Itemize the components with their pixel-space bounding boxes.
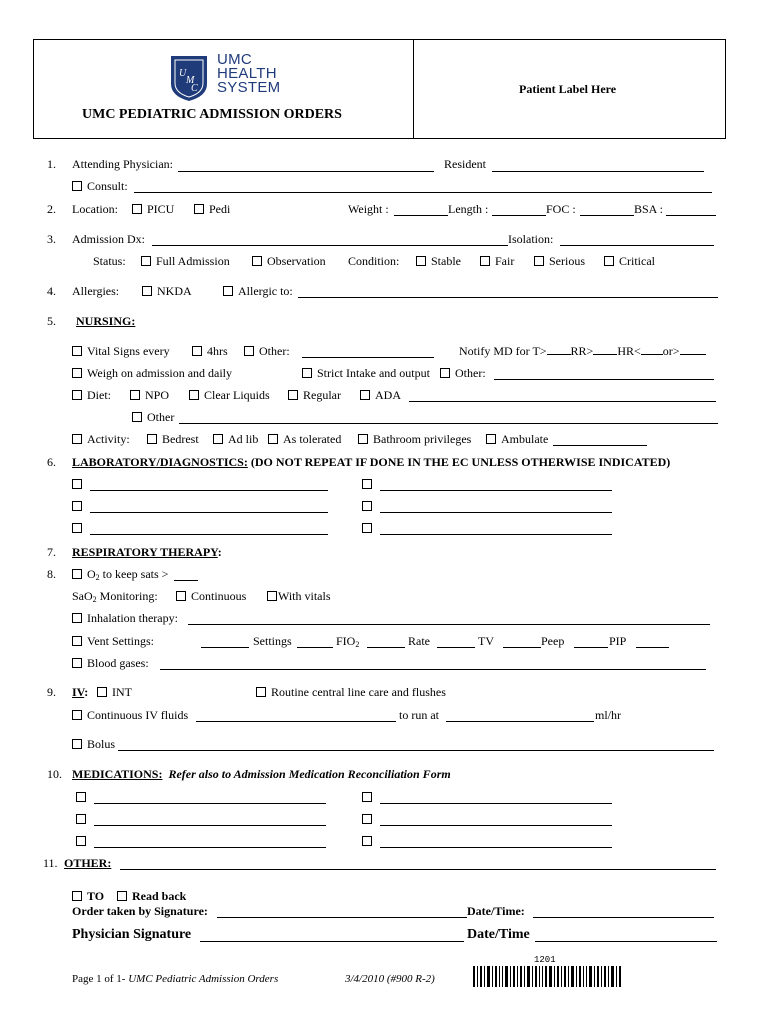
diet-checkbox[interactable] bbox=[72, 390, 82, 400]
location-label: Location: bbox=[72, 202, 118, 216]
full-admission-option bbox=[141, 254, 230, 269]
serious-option bbox=[534, 254, 585, 269]
ada-checkbox[interactable] bbox=[360, 390, 370, 400]
consult-label: Consult: bbox=[87, 179, 128, 193]
npo-label: NPO bbox=[145, 388, 170, 402]
sao2-label-rest: Monitoring: bbox=[96, 589, 158, 603]
consult-option bbox=[72, 179, 128, 194]
notify-temp-label: Notify MD for T> bbox=[459, 344, 547, 358]
lab-order-checkbox[interactable] bbox=[72, 521, 87, 536]
lab-order-field[interactable] bbox=[90, 490, 328, 491]
ambulate-checkbox[interactable] bbox=[486, 434, 496, 444]
four-hrs-option bbox=[192, 344, 228, 359]
iv-heading bbox=[72, 685, 88, 700]
barcode-number: 1201 bbox=[534, 955, 556, 965]
ambulate-label: Ambulate bbox=[501, 432, 549, 446]
read-back-option bbox=[117, 889, 186, 904]
fair-checkbox[interactable] bbox=[480, 256, 490, 266]
as-tolerated-checkbox[interactable] bbox=[268, 434, 278, 444]
bsa-field[interactable] bbox=[666, 215, 716, 216]
section-number: 2. bbox=[47, 202, 56, 216]
lab-heading bbox=[72, 455, 670, 470]
order-date-time-field[interactable] bbox=[533, 917, 714, 918]
observation-option bbox=[252, 254, 326, 269]
isolation-field[interactable] bbox=[560, 245, 714, 246]
blood-gases-checkbox[interactable] bbox=[72, 658, 82, 668]
diet-other-label: Other bbox=[147, 410, 175, 424]
o2-label: O bbox=[87, 567, 96, 581]
bolus-label: Bolus bbox=[87, 737, 116, 751]
lab-order-field[interactable] bbox=[90, 534, 328, 535]
ad-lib-checkbox[interactable] bbox=[213, 434, 223, 444]
lab-title: LABORATORY/DIAGNOSTICS: bbox=[72, 455, 248, 469]
order-taken-signature-field[interactable] bbox=[217, 917, 467, 918]
regular-option bbox=[288, 388, 341, 403]
bolus-checkbox[interactable] bbox=[72, 739, 82, 749]
foc-label: FOC : bbox=[546, 202, 576, 216]
int-label: INT bbox=[112, 685, 132, 699]
footer-form-name: UMC Pediatric Admission Orders bbox=[128, 973, 279, 985]
section-number: 9. bbox=[47, 685, 56, 699]
observation-label: Observation bbox=[267, 254, 326, 268]
medication-order-checkbox[interactable] bbox=[76, 834, 91, 849]
blood-gases-field[interactable] bbox=[160, 669, 706, 670]
ad-lib-option bbox=[213, 432, 258, 447]
consult-field[interactable] bbox=[134, 192, 712, 193]
isolation-label: Isolation: bbox=[508, 232, 554, 246]
tv-field[interactable] bbox=[503, 647, 541, 648]
clear-liquids-label: Clear Liquids bbox=[204, 388, 270, 402]
notify-temp-field[interactable] bbox=[547, 344, 571, 355]
read-back-checkbox[interactable] bbox=[117, 891, 127, 901]
medication-order-checkbox[interactable] bbox=[362, 834, 377, 849]
barcode-icon bbox=[473, 966, 621, 987]
diet-option bbox=[72, 388, 111, 403]
bedrest-option bbox=[147, 432, 199, 447]
nursing-heading: NURSING: bbox=[76, 314, 136, 328]
continuous-label: Continuous bbox=[191, 589, 247, 603]
diet-other-field[interactable] bbox=[179, 423, 718, 424]
fair-label: Fair bbox=[495, 254, 515, 268]
vital-signs-option bbox=[72, 344, 170, 359]
bolus-field[interactable] bbox=[118, 750, 714, 751]
condition-label: Condition: bbox=[348, 254, 400, 268]
four-hrs-label: 4hrs bbox=[207, 344, 228, 358]
continuous-iv-option bbox=[72, 708, 188, 723]
o2-sats-field[interactable] bbox=[174, 580, 198, 581]
ambulate-option bbox=[486, 432, 548, 447]
iv-title: IV bbox=[72, 685, 85, 699]
notify-hr-label: HR< bbox=[617, 344, 641, 358]
lab-order-checkbox[interactable] bbox=[362, 477, 377, 492]
umc-logo-wordmark bbox=[217, 53, 280, 95]
patient-label-placeholder: Patient Label Here bbox=[519, 82, 617, 96]
medication-order-checkbox[interactable] bbox=[76, 790, 91, 805]
continuous-iv-label: Continuous IV fluids bbox=[87, 708, 189, 722]
tv-label: TV bbox=[478, 634, 494, 648]
lab-order-checkbox[interactable] bbox=[362, 521, 377, 536]
continuous-checkbox[interactable] bbox=[176, 591, 186, 601]
ada-label: ADA bbox=[375, 388, 401, 402]
full-admission-label: Full Admission bbox=[156, 254, 230, 268]
medication-order-field[interactable] bbox=[380, 847, 612, 848]
inhalation-checkbox[interactable] bbox=[72, 613, 82, 623]
section-number: 3. bbox=[47, 232, 56, 246]
blood-gases-label: Blood gases: bbox=[87, 656, 149, 670]
weigh-label: Weigh on admission and daily bbox=[87, 366, 233, 380]
physician-signature-label: Physician Signature bbox=[72, 927, 192, 942]
lab-order-field[interactable] bbox=[380, 512, 612, 513]
notify-hr-low-field[interactable] bbox=[641, 344, 663, 355]
respiratory-title: RESPIRATORY THERAPY bbox=[72, 545, 218, 559]
allergic-to-field[interactable] bbox=[298, 297, 718, 298]
medication-order-field[interactable] bbox=[380, 825, 612, 826]
bolus-option bbox=[72, 737, 115, 752]
npo-checkbox[interactable] bbox=[130, 390, 140, 400]
with-vitals-checkbox[interactable] bbox=[267, 591, 277, 601]
vent-settings-field[interactable] bbox=[201, 647, 249, 648]
int-option bbox=[97, 685, 132, 700]
serious-label: Serious bbox=[549, 254, 585, 268]
critical-checkbox[interactable] bbox=[604, 256, 614, 266]
fio2-label bbox=[336, 634, 359, 649]
medication-order-field[interactable] bbox=[94, 847, 326, 848]
medications-note: Refer also to Admission Medication Reconciliation Form bbox=[168, 767, 451, 781]
read-back-label: Read back bbox=[132, 889, 187, 903]
critical-option bbox=[604, 254, 655, 269]
notify-rr-label: RR> bbox=[570, 344, 594, 358]
lab-order-field[interactable] bbox=[380, 534, 612, 535]
section-number: 5. bbox=[47, 314, 56, 328]
to-checkbox[interactable] bbox=[72, 891, 82, 901]
vent-settings-label: Vent Settings: bbox=[87, 634, 155, 648]
full-admission-checkbox[interactable] bbox=[141, 256, 151, 266]
nkda-checkbox[interactable] bbox=[142, 286, 152, 296]
fio2-field[interactable] bbox=[367, 647, 405, 648]
nkda-label: NKDA bbox=[157, 284, 192, 298]
consult-checkbox[interactable] bbox=[72, 181, 82, 191]
bsa-label: BSA : bbox=[634, 202, 664, 216]
central-line-checkbox[interactable] bbox=[256, 687, 266, 697]
as-tolerated-label: As tolerated bbox=[283, 432, 342, 446]
allergies-label: Allergies: bbox=[72, 284, 120, 298]
length-field[interactable] bbox=[492, 215, 546, 216]
logo-line: SYSTEM bbox=[217, 79, 281, 96]
page-number bbox=[72, 973, 278, 985]
order-taken-label: Order taken by Signature: bbox=[72, 904, 208, 918]
pedi-label: Pedi bbox=[209, 202, 231, 216]
section-number: 7. bbox=[47, 545, 56, 559]
section-number: 8. bbox=[47, 567, 56, 581]
lab-order-checkbox[interactable] bbox=[362, 499, 377, 514]
fair-option bbox=[480, 254, 514, 269]
bathroom-checkbox[interactable] bbox=[358, 434, 368, 444]
nursing-other-checkbox[interactable] bbox=[440, 368, 450, 378]
resident-label: Resident bbox=[444, 157, 486, 171]
picu-option bbox=[132, 202, 174, 217]
nursing-other-field[interactable] bbox=[494, 379, 714, 380]
nkda-option bbox=[142, 284, 192, 299]
resident-field[interactable] bbox=[492, 171, 704, 172]
pedi-checkbox[interactable] bbox=[194, 204, 204, 214]
to-label: TO bbox=[87, 889, 105, 903]
order-date-time-label: Date/Time: bbox=[467, 904, 525, 918]
sao2-monitoring-label bbox=[72, 589, 158, 604]
notify-or-label: or> bbox=[662, 344, 680, 358]
strict-io-checkbox[interactable] bbox=[302, 368, 312, 378]
section-number: 4. bbox=[47, 284, 56, 298]
continuous-option bbox=[176, 589, 246, 604]
central-line-option bbox=[256, 685, 446, 700]
picu-label: PICU bbox=[147, 202, 175, 216]
as-tolerated-option bbox=[268, 432, 341, 447]
notify-hr-high-field[interactable] bbox=[680, 344, 706, 355]
length-label: Length : bbox=[448, 202, 489, 216]
pip-field[interactable] bbox=[636, 647, 669, 648]
respiratory-heading bbox=[72, 545, 222, 560]
diet-other-checkbox[interactable] bbox=[132, 412, 142, 422]
activity-option bbox=[72, 432, 130, 447]
settings-label: Settings bbox=[253, 634, 292, 648]
stable-option bbox=[416, 254, 461, 269]
vital-signs-checkbox[interactable] bbox=[72, 346, 82, 356]
inhalation-label: Inhalation therapy: bbox=[87, 611, 178, 625]
logo-line: HEALTH bbox=[217, 65, 277, 82]
rate-label: Rate bbox=[408, 634, 430, 648]
blood-gases-option bbox=[72, 656, 149, 671]
vitals-other-field[interactable] bbox=[302, 357, 434, 358]
regular-checkbox[interactable] bbox=[288, 390, 298, 400]
bedrest-label: Bedrest bbox=[162, 432, 199, 446]
section-number: 11. bbox=[43, 856, 58, 870]
medication-order-field[interactable] bbox=[94, 825, 326, 826]
diet-other-option bbox=[132, 410, 174, 425]
inhalation-field[interactable] bbox=[188, 624, 710, 625]
header-divider bbox=[413, 40, 414, 138]
activity-checkbox[interactable] bbox=[72, 434, 82, 444]
vent-settings-option bbox=[72, 634, 154, 649]
run-rate-field[interactable] bbox=[446, 721, 594, 722]
peep-field[interactable] bbox=[574, 647, 608, 648]
attending-physician-label: Attending Physician: bbox=[72, 157, 173, 171]
vital-signs-label: Vital Signs every bbox=[87, 344, 170, 358]
status-label: Status: bbox=[93, 254, 126, 268]
form-header bbox=[33, 39, 726, 139]
iv-colon: : bbox=[84, 685, 89, 699]
nursing-other-label: Other: bbox=[455, 366, 486, 380]
with-vitals-label: With vitals bbox=[278, 589, 331, 603]
ambulate-field[interactable] bbox=[553, 445, 647, 446]
with-vitals-option bbox=[267, 589, 331, 604]
section-number: 1. bbox=[47, 157, 56, 171]
section-number: 6. bbox=[47, 455, 56, 469]
medication-order-checkbox[interactable] bbox=[76, 812, 91, 827]
attending-physician-field[interactable] bbox=[178, 171, 434, 172]
allergic-to-option bbox=[223, 284, 293, 299]
ml-hr-label: ml/hr bbox=[595, 708, 621, 722]
medications-title: MEDICATIONS: bbox=[72, 767, 163, 781]
medications-heading bbox=[72, 767, 451, 782]
foc-field[interactable] bbox=[580, 215, 634, 216]
form-title: UMC PEDIATRIC ADMISSION ORDERS bbox=[82, 107, 342, 122]
fio2-subscript: 2 bbox=[355, 640, 360, 649]
to-option bbox=[72, 889, 104, 904]
svg-text:U: U bbox=[179, 68, 187, 79]
diet-label: Diet: bbox=[87, 388, 111, 402]
svg-text:C: C bbox=[191, 83, 198, 94]
respiratory-colon: : bbox=[217, 545, 222, 559]
rate-field[interactable] bbox=[437, 647, 475, 648]
allergic-to-label: Allergic to: bbox=[238, 284, 293, 298]
nursing-other-option bbox=[440, 366, 486, 381]
pedi-option bbox=[194, 202, 230, 217]
weigh-option bbox=[72, 366, 232, 381]
npo-option bbox=[130, 388, 169, 403]
form-revision: 3/4/2010 (#900 R-2) bbox=[345, 973, 435, 985]
medication-order-checkbox[interactable] bbox=[362, 790, 377, 805]
bathroom-label: Bathroom privileges bbox=[373, 432, 472, 446]
physician-date-time-label: Date/Time bbox=[467, 927, 530, 942]
four-hrs-checkbox[interactable] bbox=[192, 346, 202, 356]
notify-md-label bbox=[459, 344, 706, 359]
svg-text:M: M bbox=[186, 75, 195, 86]
allergic-to-checkbox[interactable] bbox=[223, 286, 233, 296]
admission-dx-label: Admission Dx: bbox=[72, 232, 146, 246]
o2-label-rest: to keep sats > bbox=[99, 567, 169, 581]
stable-label: Stable bbox=[431, 254, 461, 268]
ad-lib-label: Ad lib bbox=[228, 432, 259, 446]
lab-order-field[interactable] bbox=[380, 490, 612, 491]
central-line-label: Routine central line care and flushes bbox=[271, 685, 446, 699]
section-number: 10. bbox=[47, 767, 62, 781]
sao2-label: SaO bbox=[72, 589, 93, 603]
serious-checkbox[interactable] bbox=[534, 256, 544, 266]
settings-field[interactable] bbox=[297, 647, 333, 648]
critical-label: Critical bbox=[619, 254, 655, 268]
o2-option bbox=[72, 567, 168, 582]
peep-label: Peep bbox=[541, 634, 565, 648]
bathroom-option bbox=[358, 432, 471, 447]
vitals-other-checkbox[interactable] bbox=[244, 346, 254, 356]
physician-signature-field[interactable] bbox=[200, 941, 464, 942]
inhalation-option bbox=[72, 611, 178, 626]
umc-logo-shield-icon bbox=[169, 54, 209, 102]
strict-io-label: Strict Intake and output bbox=[317, 366, 430, 380]
sao2-subscript: 2 bbox=[92, 595, 97, 604]
regular-label: Regular bbox=[303, 388, 341, 402]
continuous-iv-checkbox[interactable] bbox=[72, 710, 82, 720]
activity-label: Activity: bbox=[87, 432, 130, 446]
weight-field[interactable] bbox=[394, 215, 448, 216]
medication-order-field[interactable] bbox=[94, 803, 326, 804]
medication-order-checkbox[interactable] bbox=[362, 812, 377, 827]
other-heading: OTHER: bbox=[64, 856, 112, 870]
ada-option bbox=[360, 388, 401, 403]
lab-note: (DO NOT REPEAT IF DONE IN THE EC UNLESS OTHERWISE INDICATED) bbox=[250, 455, 671, 469]
weigh-checkbox[interactable] bbox=[72, 368, 82, 378]
other-field[interactable] bbox=[120, 869, 716, 870]
weight-label: Weight : bbox=[348, 202, 389, 216]
medication-order-field[interactable] bbox=[380, 803, 612, 804]
strict-io-option bbox=[302, 366, 430, 381]
ada-field[interactable] bbox=[409, 401, 716, 402]
picu-checkbox[interactable] bbox=[132, 204, 142, 214]
continuous-iv-field[interactable] bbox=[196, 721, 396, 722]
vitals-other-label: Other: bbox=[259, 344, 290, 358]
vent-settings-checkbox[interactable] bbox=[72, 636, 82, 646]
o2-subscript: 2 bbox=[95, 573, 100, 582]
lab-order-checkbox[interactable] bbox=[72, 499, 87, 514]
bedrest-checkbox[interactable] bbox=[147, 434, 157, 444]
notify-rr-field[interactable] bbox=[593, 344, 617, 355]
clear-liquids-checkbox[interactable] bbox=[189, 390, 199, 400]
lab-order-field[interactable] bbox=[90, 512, 328, 513]
clear-liquids-option bbox=[189, 388, 270, 403]
admission-dx-field[interactable] bbox=[152, 245, 508, 246]
observation-checkbox[interactable] bbox=[252, 256, 262, 266]
o2-checkbox[interactable] bbox=[72, 569, 82, 579]
int-checkbox[interactable] bbox=[97, 687, 107, 697]
to-run-at-label: to run at bbox=[399, 708, 439, 722]
vitals-other-option bbox=[244, 344, 290, 359]
fio2-text: FIO bbox=[336, 634, 356, 648]
stable-checkbox[interactable] bbox=[416, 256, 426, 266]
page-count: Page 1 of 1- bbox=[72, 973, 126, 985]
physician-date-time-field[interactable] bbox=[535, 941, 717, 942]
logo-line: UMC bbox=[217, 51, 253, 68]
lab-order-checkbox[interactable] bbox=[72, 477, 87, 492]
pip-label: PIP bbox=[609, 634, 627, 648]
